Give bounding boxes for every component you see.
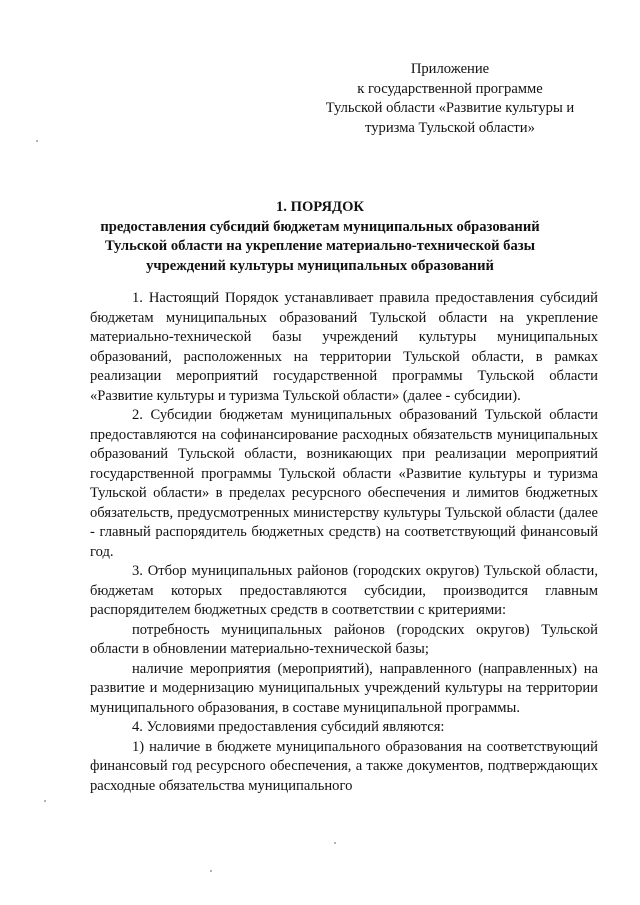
scan-speck [334,842,336,844]
paragraph-condition-1: 1) наличие в бюджете муниципального образования на соответствующий финансовый год ресурсного обеспечения, а также документов, подтверждающих расходные обязательства муниципального [90,738,598,794]
document-body [90,289,598,796]
paragraph-4: 4. Условиями предоставления субсидий являются: [132,719,445,735]
paragraph-2: 2. Субсидии бюджетам муниципальных образований Тульской области предоставляются на софинансирование расходных обязательств муниципальных образований Тульской области, возникающих при реализации мероприятий государственной программы Тульской области «Развитие культуры и туризма Тульской области» в пределах ресурсного обеспечения и лимитов бюджетных обязательств, предусмотренных министерству культуры Тульской области (далее - главный распорядитель бюджетных средств) на соответствующий финансовый год. [90,407,598,560]
heading-title: 1. ПОРЯДОК [276,199,364,215]
appendix-block [300,60,600,138]
appendix-line: туризма Тульской области» [365,119,535,136]
paragraph-criterion-1: потребность муниципальных районов (городских округов) Тульской области в обновлении материально-технической базы; [90,621,598,657]
heading-subtitle-line: Тульской области на укрепление материально-технической базы [104,238,536,254]
appendix-line: к государственной программе [357,80,543,97]
paragraph-1: 1. Настоящий Порядок устанавливает правила предоставления субсидий бюджетам муниципальных образований Тульской области на укрепление материально-технической базы учреждений культуры муниципальных образований, расположенных на территории Тульской области, в рамках реализации мероприятий государственной программы Тульской области «Развитие культуры и туризма Тульской области» (далее - субсидии). [90,290,598,404]
heading-subtitle-line: предоставления субсидий бюджетам муниципальных образований [100,218,540,235]
heading-subtitle-line: учреждений культуры муниципальных образований [146,257,494,274]
scan-speck [44,800,46,802]
document-heading [90,198,550,276]
paragraph-criterion-2: наличие мероприятия (мероприятий), направленного (направленных) на развитие и модернизацию муниципальных учреждений культуры на территории муниципального образования, в составе муниципальной программы. [90,660,598,716]
scan-speck [36,140,38,142]
appendix-line: Тульской области «Развитие культуры и [325,100,575,116]
scan-speck [210,870,212,872]
paragraph-3: 3. Отбор муниципальных районов (городских округов) Тульской области, бюджетам которых предоставляются субсидии, производится главным распорядителем бюджетных средств в соответствии с критериями: [90,563,598,618]
appendix-line: Приложение [410,61,490,77]
